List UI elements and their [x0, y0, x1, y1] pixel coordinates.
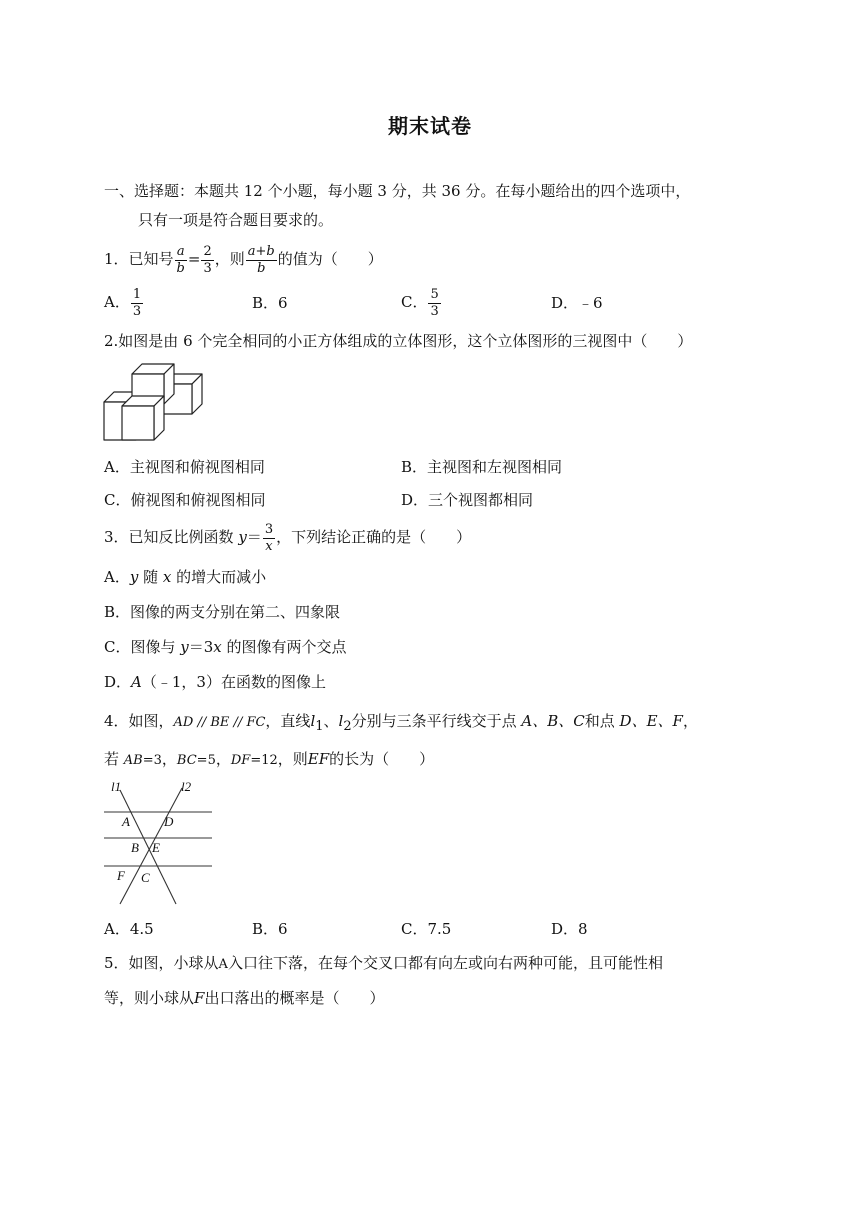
q1-option-a-label: A． [104, 293, 130, 311]
q3-suffix: ，下列结论正确的是（ ） [276, 528, 472, 546]
q4-sep: 、 [323, 712, 339, 730]
q3-eq: ＝ [246, 528, 262, 546]
q3-option-a-label: A． [104, 568, 130, 586]
q3-option-c-label: C．图像与 [104, 638, 181, 656]
question-5-line1 [104, 956, 663, 971]
q3-option-c[interactable] [104, 640, 347, 655]
q4-option-a[interactable]: A．4.5 [104, 920, 154, 938]
q1-option-c-den: 3 [430, 303, 439, 319]
q4-prefix: 4．如图， [104, 712, 174, 730]
q2-option-c[interactable]: C．俯视图和俯视图相同 [104, 491, 266, 509]
q5-line1-pre: 5．如图，小球从 [104, 954, 219, 972]
q4-ab-val: =3 [142, 753, 162, 768]
q3-prefix: 3．已知反比例函数 [104, 528, 239, 546]
question-2-stem: 2.如图是由 6 个完全相同的小正方体组成的立体图形，这个立体图形的三视图中（ ） [104, 332, 693, 350]
q2-option-a[interactable]: A．主视图和俯视图相同 [104, 458, 265, 476]
q4-parallel: AD // BE // FC [173, 715, 266, 730]
q4-pts2: D、E、F [619, 712, 683, 730]
q1-prefix: 1．已知号 [104, 250, 174, 268]
q1-option-d[interactable]: D．﹣6 [551, 294, 603, 312]
q1-frac-b2: b [257, 260, 266, 276]
q1-option-c-label: C． [401, 293, 428, 311]
q1-frac-a: a [175, 245, 187, 261]
fig-label-d: D [164, 814, 174, 829]
q1-mid: ，则 [214, 250, 245, 268]
q4-option-c[interactable]: C．7.5 [401, 920, 452, 938]
fig-label-a: A [122, 814, 130, 829]
q3-option-c-eq: ＝3 [188, 638, 214, 656]
question-5-line2 [104, 991, 384, 1006]
q4-l1-sub: 1 [315, 719, 324, 734]
q5-line1-post: 入口往下落，在每个交叉口都有向左或向右两种可能，且可能性相 [227, 954, 663, 972]
q3-y: y [238, 528, 247, 546]
q3-option-c-x: x [213, 638, 222, 656]
q4-df-val: =12 [250, 753, 278, 768]
fig-label-l2: l2 [181, 779, 192, 794]
q4-and: 和点 [584, 712, 620, 730]
q4-ab: AB [123, 753, 143, 768]
page-title: 期末试卷 [388, 114, 472, 138]
q1-frac-3: 3 [203, 260, 212, 276]
cube-figure [100, 362, 206, 444]
q1-eq: = [187, 250, 201, 268]
fig-label-e: E [152, 840, 160, 855]
q4-line1-post: 分别与三条平行线交于点 [351, 712, 522, 730]
q3-option-a-post: 的增大而减小 [171, 568, 267, 586]
question-1-stem [104, 243, 383, 275]
q4-option-d[interactable]: D．8 [551, 920, 588, 938]
q5-a: A [218, 957, 228, 972]
q3-option-a-y: y [129, 568, 139, 586]
q4-l1: l [310, 712, 316, 730]
q4-option-b[interactable]: B．6 [252, 920, 288, 938]
q3-option-c-post: 的图像有两个交点 [221, 638, 347, 656]
q3-option-d[interactable] [104, 675, 326, 690]
q4-line2-post: 的长为（ ） [329, 750, 435, 768]
q2-option-d[interactable]: D．三个视图都相同 [401, 491, 534, 509]
q3-option-b[interactable]: B．图像的两支分别在第二、四象限 [104, 603, 341, 621]
question-4-line2: 若 AB=3，BC=5，DF=12，则EF的长为（ ） [104, 750, 435, 768]
q3-frac-den: x [265, 538, 273, 554]
q3-option-d-a: A [131, 673, 142, 691]
fig-label-f: F [117, 868, 125, 883]
q3-option-d-label: D． [104, 673, 132, 691]
q1-option-a-den: 3 [132, 303, 142, 319]
q4-comma: ， [682, 712, 698, 730]
q3-option-a-mid: 随 [138, 568, 163, 586]
q1-option-c-num: 5 [430, 286, 439, 302]
q4-l2-sub: 2 [343, 719, 352, 734]
question-4-line1 [104, 714, 698, 733]
q2-option-b[interactable]: B．主视图和左视图相同 [401, 458, 563, 476]
q4-bc-val: =5 [196, 753, 216, 768]
q1-option-c[interactable] [401, 286, 442, 318]
q3-option-c-y: y [180, 638, 189, 656]
q1-option-a[interactable] [104, 286, 144, 318]
fig-label-l1: l1 [111, 779, 122, 794]
q4-bc: BC [176, 753, 197, 768]
q1-frac-2: 2 [203, 243, 212, 259]
q1-suffix: 的值为（ ） [277, 250, 383, 268]
q4-l2: l [338, 712, 344, 730]
q1-frac-b: b [176, 260, 185, 276]
q4-pts1: A、B、C [521, 712, 585, 730]
q3-option-a[interactable] [104, 570, 266, 585]
section-header-line1: 一、选择题：本题共 12 个小题，每小题 3 分，共 36 分。在每小题给出的四个选项中， [104, 182, 691, 200]
q4-line2-mid: ，则 [277, 750, 308, 768]
section-header-line2: 只有一项是符合题目要求的。 [138, 211, 334, 229]
q1-option-b[interactable]: B．6 [252, 294, 288, 312]
question-3-stem [104, 521, 471, 553]
parallel-lines-figure [102, 778, 214, 906]
fig-label-c: C [141, 870, 150, 885]
q1-option-a-num: 1 [132, 286, 142, 302]
q1-frac-apb: a+b [247, 243, 275, 259]
q5-line2-pre: 等，则小球从 [104, 989, 195, 1007]
q3-option-d-post: （﹣1，3）在函数的图像上 [141, 673, 326, 691]
q5-f: F [194, 989, 205, 1007]
q3-frac-num: 3 [264, 521, 274, 537]
q4-mid: ，直线 [265, 712, 311, 730]
q5-line2-post: 出口落出的概率是（ ） [204, 989, 385, 1007]
fig-label-b: B [131, 840, 139, 855]
q4-line2-pre: 若 [104, 750, 124, 768]
q4-ef: EF [307, 750, 330, 768]
q4-df: DF [230, 753, 251, 768]
q3-option-a-x: x [162, 568, 172, 586]
